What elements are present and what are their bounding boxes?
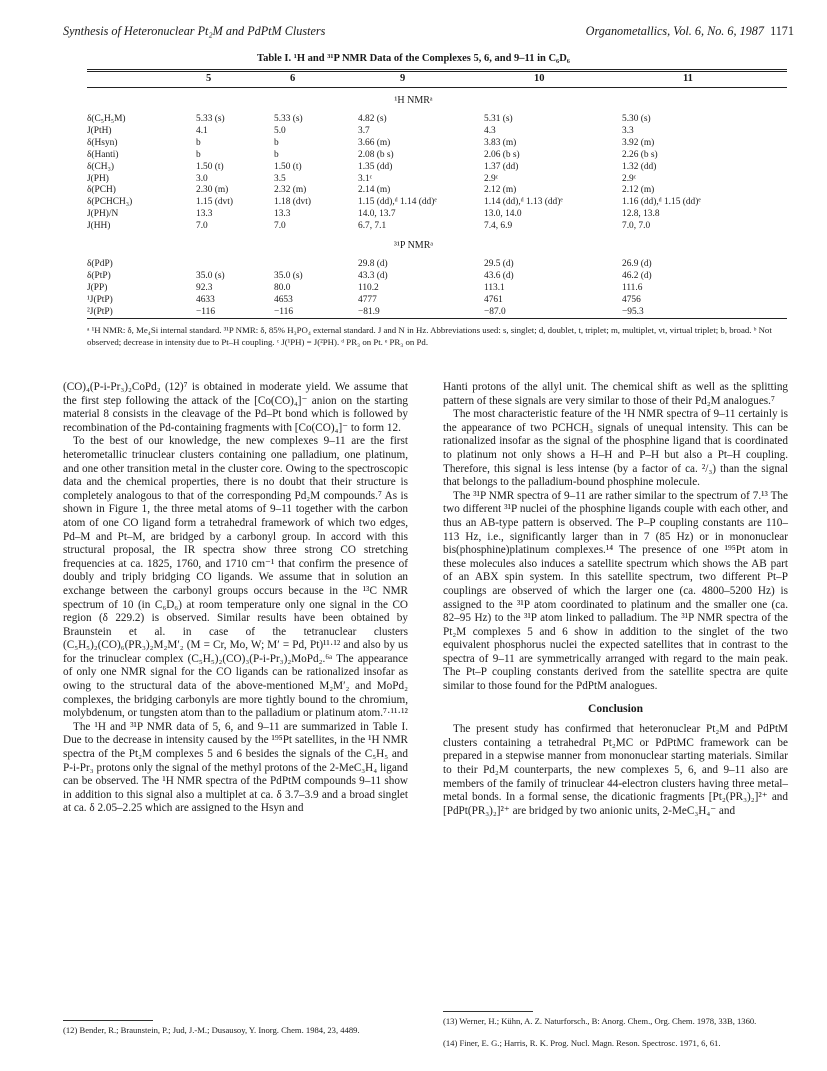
col-head-10: 10 <box>534 73 545 84</box>
col-head-11: 11 <box>683 73 693 84</box>
table-cell: 3.1ᶜ <box>358 173 373 184</box>
table-cell: −116 <box>274 306 294 317</box>
col-head-9: 9 <box>400 73 406 84</box>
row-label: δ(C₅H₅M) <box>87 114 126 124</box>
table-cell: 3.0 <box>196 173 208 184</box>
page-number: 1171 <box>770 24 794 38</box>
table-footnote: ᵃ ¹H NMR: δ, Me₄Si internal standard. ³¹P NMR: δ, 85% H₃PO₄ external standard. J and N in Hz. Abbreviations used: s, singlet; d, doublet, t, triplet; m, multiplet, vt, virtual triplet; b, broad. ᵇ Not observed; decrease in intensity due to Pt–H coupling. ᶜ J(¹PH) = J(²PH). ᵈ PR₃ on Pt. ᵉ PR₃ on Pd. <box>87 325 772 347</box>
table-top-rule-2 <box>87 71 787 72</box>
footnote-12: (12) Bender, R.; Braunstein, P.; Jud, J.-M.; Dusausoy, Y. Inorg. Chem. 1984, 23, 4489. <box>63 1025 360 1035</box>
table-bottom-rule <box>87 318 787 319</box>
paragraph: Hanti protons of the allyl unit. The chemical shift as well as the splitting pattern of these signals are very similar to those of their Pd₂M analogues.⁷ <box>443 381 788 407</box>
table-cell: 92.3 <box>196 282 213 293</box>
table-cell: 3.66 (m) <box>358 137 391 148</box>
footnote-13: (13) Werner, H.; Kühn, A. Z. Naturforsch., B: Anorg. Chem., Org. Chem. 1978, 33B, 1360. <box>443 1016 757 1026</box>
table-cell: 13.3 <box>196 209 213 220</box>
table-cell: 1.50 (t) <box>196 161 224 172</box>
table-cell: −81.9 <box>358 306 380 317</box>
paragraph: The most characteristic feature of the ¹H NMR spectra of 9–11 certainly is the appearance of two PCHCH₃ signals of unequal intensity. This can be rationalized insofar as the signal of the phosphine ligand that is coordinated to platinum not only shows a H–H and P–H but also a Pt–H coupling. Therefore, this signal is less intense (by a factor of ca. ²/₃) than the signal that belongs to the palladium-bound phosphine molecule. <box>443 408 788 489</box>
table-cell: 1.16 (dd),ᵈ 1.15 (dd)ᵉ <box>622 197 701 208</box>
row-label: δ(Hanti) <box>87 149 119 160</box>
table-row <box>0 173 827 185</box>
table-row <box>0 196 827 208</box>
table-cell: 4653 <box>274 294 293 305</box>
table-cell: 2.30 (m) <box>196 185 229 196</box>
table-cell: 3.83 (m) <box>484 137 517 148</box>
journal-citation: Organometallics, Vol. 6, No. 6, 1987 <box>585 24 764 38</box>
row-label: δ(Hsyn) <box>87 137 118 148</box>
table-cell: 7.0, 7.0 <box>622 221 651 232</box>
table-cell: b <box>196 137 201 148</box>
table-cell: 35.0 (s) <box>196 270 225 281</box>
table-cell: 13.3 <box>274 209 291 220</box>
table-cell: 29.5 (d) <box>484 259 514 269</box>
table-cell: 5.33 (s) <box>274 114 303 124</box>
table-row <box>0 125 827 137</box>
row-label: ²J(PtP) <box>87 306 113 317</box>
table-cell: 80.0 <box>274 282 291 293</box>
table-cell: 1.15 (dvt) <box>196 197 233 208</box>
row-label: δ(PCH) <box>87 185 116 196</box>
table-cell: 3.3 <box>622 125 634 136</box>
table-cell: 7.4, 6.9 <box>484 221 513 232</box>
table-cell: 6.7, 7.1 <box>358 221 387 232</box>
table-cell: 4.1 <box>196 125 208 136</box>
section-31p-nmr: ³¹P NMRᵃ <box>393 240 434 251</box>
table-cell: −87.0 <box>484 306 506 317</box>
table-cell: b <box>196 149 201 160</box>
table-row <box>0 137 827 149</box>
table-cell: 1.18 (dvt) <box>274 197 311 208</box>
table-cell: 7.0 <box>196 221 208 232</box>
table-cell: 2.08 (b s) <box>358 149 394 160</box>
table-cell: 2.12 (m) <box>622 185 655 196</box>
table-cell: 7.0 <box>274 221 286 232</box>
table-cell: 1.50 (t) <box>274 161 302 172</box>
table-row <box>0 149 827 161</box>
right-column <box>443 381 788 818</box>
table-cell: 4756 <box>622 294 641 305</box>
paragraph: The ¹H and ³¹P NMR data of 5, 6, and 9–11 are summarized in Table I. Due to the decrease in intensity caused by the ¹⁹⁵Pt satellites, in the ¹H NMR spectra of the Pt₂M complexes 5 and 6 besides the signals of the C₅H₅ and P-i-Pr₃ protons only the signal of the methyl protons of the 2-MeC₃H₄ ligand can be observed. The ¹H NMR spectra of the PdPtM compounds 9–11 show in addition to this signal also a multiplet at ca. δ 3.7–3.9 and a broad singlet at ca. δ 2.05–2.25 which are assigned to the Hsyn and <box>63 720 408 815</box>
row-label: δ(PCHCH₃) <box>87 197 133 208</box>
table-cell: 2.32 (m) <box>274 185 307 196</box>
row-label: δ(PdP) <box>87 259 113 269</box>
table-row <box>0 184 827 196</box>
paragraph: The present study has confirmed that heteronuclear Pt₂M and PdPtM clusters containing a tetrahedral Pt₂MC or PdPtMC framework can be prepared in a stepwise manner from mononuclear starting materials. Similar to their Pd₂M counterparts, the new complexes 5, 6, and 9–11 also are members of the family of trinuclear 44-electron clusters having three metal–metal bonds. In a formal sense, the dicationic fragments [Pt₂(PR₃)₂]²⁺ and [PdPt(PR₃)₂]²⁺ are bridged by two anionic units, 2-MeC₃H₄⁻ and <box>443 723 788 817</box>
paragraph: The ³¹P NMR spectra of 9–11 are rather similar to the spectrum of 7.¹³ The two different ³¹P nuclei of the phosphine ligands couple with each other, and thus an AB-type pattern is observed. The P–P coupling constants are 110–113 Hz, i.e., significantly larger than in 7 (85 Hz) or in mononuclear bis(phosphine)platinum complexes.¹⁴ The presence of one ¹⁹⁵Pt atom in these molecules also induces a satellite spectrum which shows the AB part of an ABX spin system. In this satellite spectrum, two different Pt–P couplings are observed of which the larger one (ca. 4800–5200 Hz) is assigned to the ³¹P atom coordinated to platinum and the smaller one (ca. 82–95 Hz) to the ³¹P atom linked to palladium. The ³¹P NMR spectra of the Pt₂M complexes 5 and 6 show in addition to the singlet of the two equivalent phosphorus nuclei the expected satellites that in contrast to the spectra of 9–11 are symmetrically arranged with regard to the main peak. The Pt–P coupling constants derived from the satellite spectra are quite similar to those found for the PdPtM analogues. <box>443 489 788 693</box>
table-top-rule <box>87 69 787 70</box>
table-cell: b <box>274 137 279 148</box>
table-cell: 5.31 (s) <box>484 114 513 124</box>
table-head-rule <box>87 87 787 88</box>
table-row <box>0 282 827 294</box>
table-cell: 2.9ᶜ <box>484 173 499 184</box>
header-title: Synthesis of Heteronuclear Pt₂M and PdPtM Clusters <box>63 24 326 38</box>
table-cell: 5.33 (s) <box>196 114 225 124</box>
footnote-14: (14) Finer, E. G.; Harris, R. K. Prog. Nucl. Magn. Reson. Spectrosc. 1971, 6, 61. <box>443 1038 721 1048</box>
table-cell: 26.9 (d) <box>622 259 652 269</box>
table-cell: 5.0 <box>274 125 286 136</box>
table-cell: 1.32 (dd) <box>622 161 657 172</box>
table-row <box>0 113 827 125</box>
table-cell: 1.35 (dd) <box>358 161 393 172</box>
table-row <box>0 294 827 306</box>
table-cell: b <box>274 149 279 160</box>
col-head-5: 5 <box>206 73 212 84</box>
table-row <box>0 208 827 220</box>
table-cell: 1.37 (dd) <box>484 161 519 172</box>
table-cell: 2.9ᶜ <box>622 173 637 184</box>
row-label: δ(CH₃) <box>87 161 114 172</box>
table-cell: 4761 <box>484 294 503 305</box>
conclusion-heading: Conclusion <box>588 702 643 715</box>
table-cell: 5.30 (s) <box>622 114 651 124</box>
table-caption: Table I. ¹H and ³¹P NMR Data of the Complexes 5, 6, and 9–11 in C₆D₆ <box>257 53 570 64</box>
row-label: ¹J(PtP) <box>87 294 113 305</box>
table-cell: 43.6 (d) <box>484 270 514 281</box>
table-cell: 1.15 (dd),ᵈ 1.14 (dd)ᵉ <box>358 197 437 208</box>
table-cell: 111.6 <box>622 282 643 293</box>
table-cell: 29.8 (d) <box>358 259 388 269</box>
table-row <box>0 270 827 282</box>
section-1h-nmr: ¹H NMRᵃ <box>394 95 433 106</box>
table-cell: 46.2 (d) <box>622 270 652 281</box>
table-row <box>0 306 827 318</box>
table-cell: 110.2 <box>358 282 379 293</box>
table-cell: 2.26 (b s) <box>622 149 658 160</box>
table-cell: −116 <box>196 306 216 317</box>
table-cell: 14.0, 13.7 <box>358 209 396 220</box>
table-cell: 43.3 (d) <box>358 270 388 281</box>
row-label: J(HH) <box>87 221 111 232</box>
table-cell: 35.0 (s) <box>274 270 303 281</box>
footnote-rule-left <box>63 1020 153 1021</box>
row-label: J(PtH) <box>87 125 112 136</box>
running-header <box>63 24 794 42</box>
table-cell: 4.82 (s) <box>358 114 387 124</box>
table-cell: 12.8, 13.8 <box>622 209 660 220</box>
header-journal <box>586 24 794 39</box>
table-cell: 113.1 <box>484 282 505 293</box>
table-cell: −95.3 <box>622 306 644 317</box>
table-row <box>0 258 827 270</box>
row-label: J(PH) <box>87 173 109 184</box>
footnote-rule-right <box>443 1011 533 1012</box>
table-cell: 2.14 (m) <box>358 185 391 196</box>
table-cell: 1.14 (dd),ᵈ 1.13 (dd)ᵉ <box>484 197 563 208</box>
table-cell: 13.0, 14.0 <box>484 209 522 220</box>
table-cell: 3.7 <box>358 125 370 136</box>
table-cell: 4777 <box>358 294 377 305</box>
col-head-6: 6 <box>290 73 296 84</box>
left-column <box>63 381 408 816</box>
table-cell: 4633 <box>196 294 215 305</box>
row-label: δ(PtP) <box>87 270 111 281</box>
paragraph: To the best of our knowledge, the new complexes 9–11 are the first heterometallic trinuclear clusters containing one palladium, one platinum, and one other transition metal in the cluster core. Owing to the spectroscopic data and the chemical properties, there is no doubt that their structure is completely analogous to that of the corresponding Pd₂M compounds.⁷ As is shown in Figure 1, the three metal atoms of 9–11 together with the carbon atom of one CO ligand form a tetrahedral framework of which two edges, Pd–M and Pt–M, are bridged by a carbonyl group. In accord with this structural proposal, the IR spectra show three strong CO stretching frequencies at ca. 1825, 1760, and 1710 cm⁻¹ that confirm the presence of doubly and triply bridging CO ligands. We assume that in solution an exchange between the carbonyl groups occurs because in the ¹³C NMR spectrum of 10 (in C₆D₆) at room temperature only one signal in the CO region (δ 229.2) is observed. Similar results have been obtained by Braunstein et al. in case of the tetranuclear clusters (C₅H₅)₂(CO)₆(PR₃)₂M₂M′₂ (M = Cr, Mo, W; M′ = Pd, Pt)¹¹·¹² and also by us for the trinuclear complex (C₅H₅)₂(CO)₃(P-i-Pr₃)₂MoPd₂.⁶ᵃ The appearance of only one NMR signal for the CO ligands can be rationalized insofar as owing to the structural data of the above-mentioned M₂M′₂ and MoPd₂ complexes, the bridging carbonyls are more tightly bound to the chromium, molybdenum, or tungsten atom than to the palladium or platinum atom.⁷·¹¹·¹² <box>63 435 408 720</box>
table-cell: 3.92 (m) <box>622 137 655 148</box>
table-cell: 4.3 <box>484 125 496 136</box>
table-cell: 2.12 (m) <box>484 185 517 196</box>
table-cell: 2.06 (b s) <box>484 149 520 160</box>
table-row <box>0 220 827 232</box>
paragraph: (CO)₄(P-i-Pr₃)₂CoPd₂ (12)⁷ is obtained in moderate yield. We assume that the first step following the attack of the [Co(CO)₄]⁻ anion on the starting material 8 consists in the cleavage of the Pd–Pt bond which is followed by recombination of the Pd-containing fragments with [Co(CO)₄]⁻ to form 12. <box>63 381 408 434</box>
table-row <box>0 161 827 173</box>
table-cell: 3.5 <box>274 173 286 184</box>
row-label: J(PH)/N <box>87 209 119 220</box>
row-label: J(PP) <box>87 282 108 293</box>
